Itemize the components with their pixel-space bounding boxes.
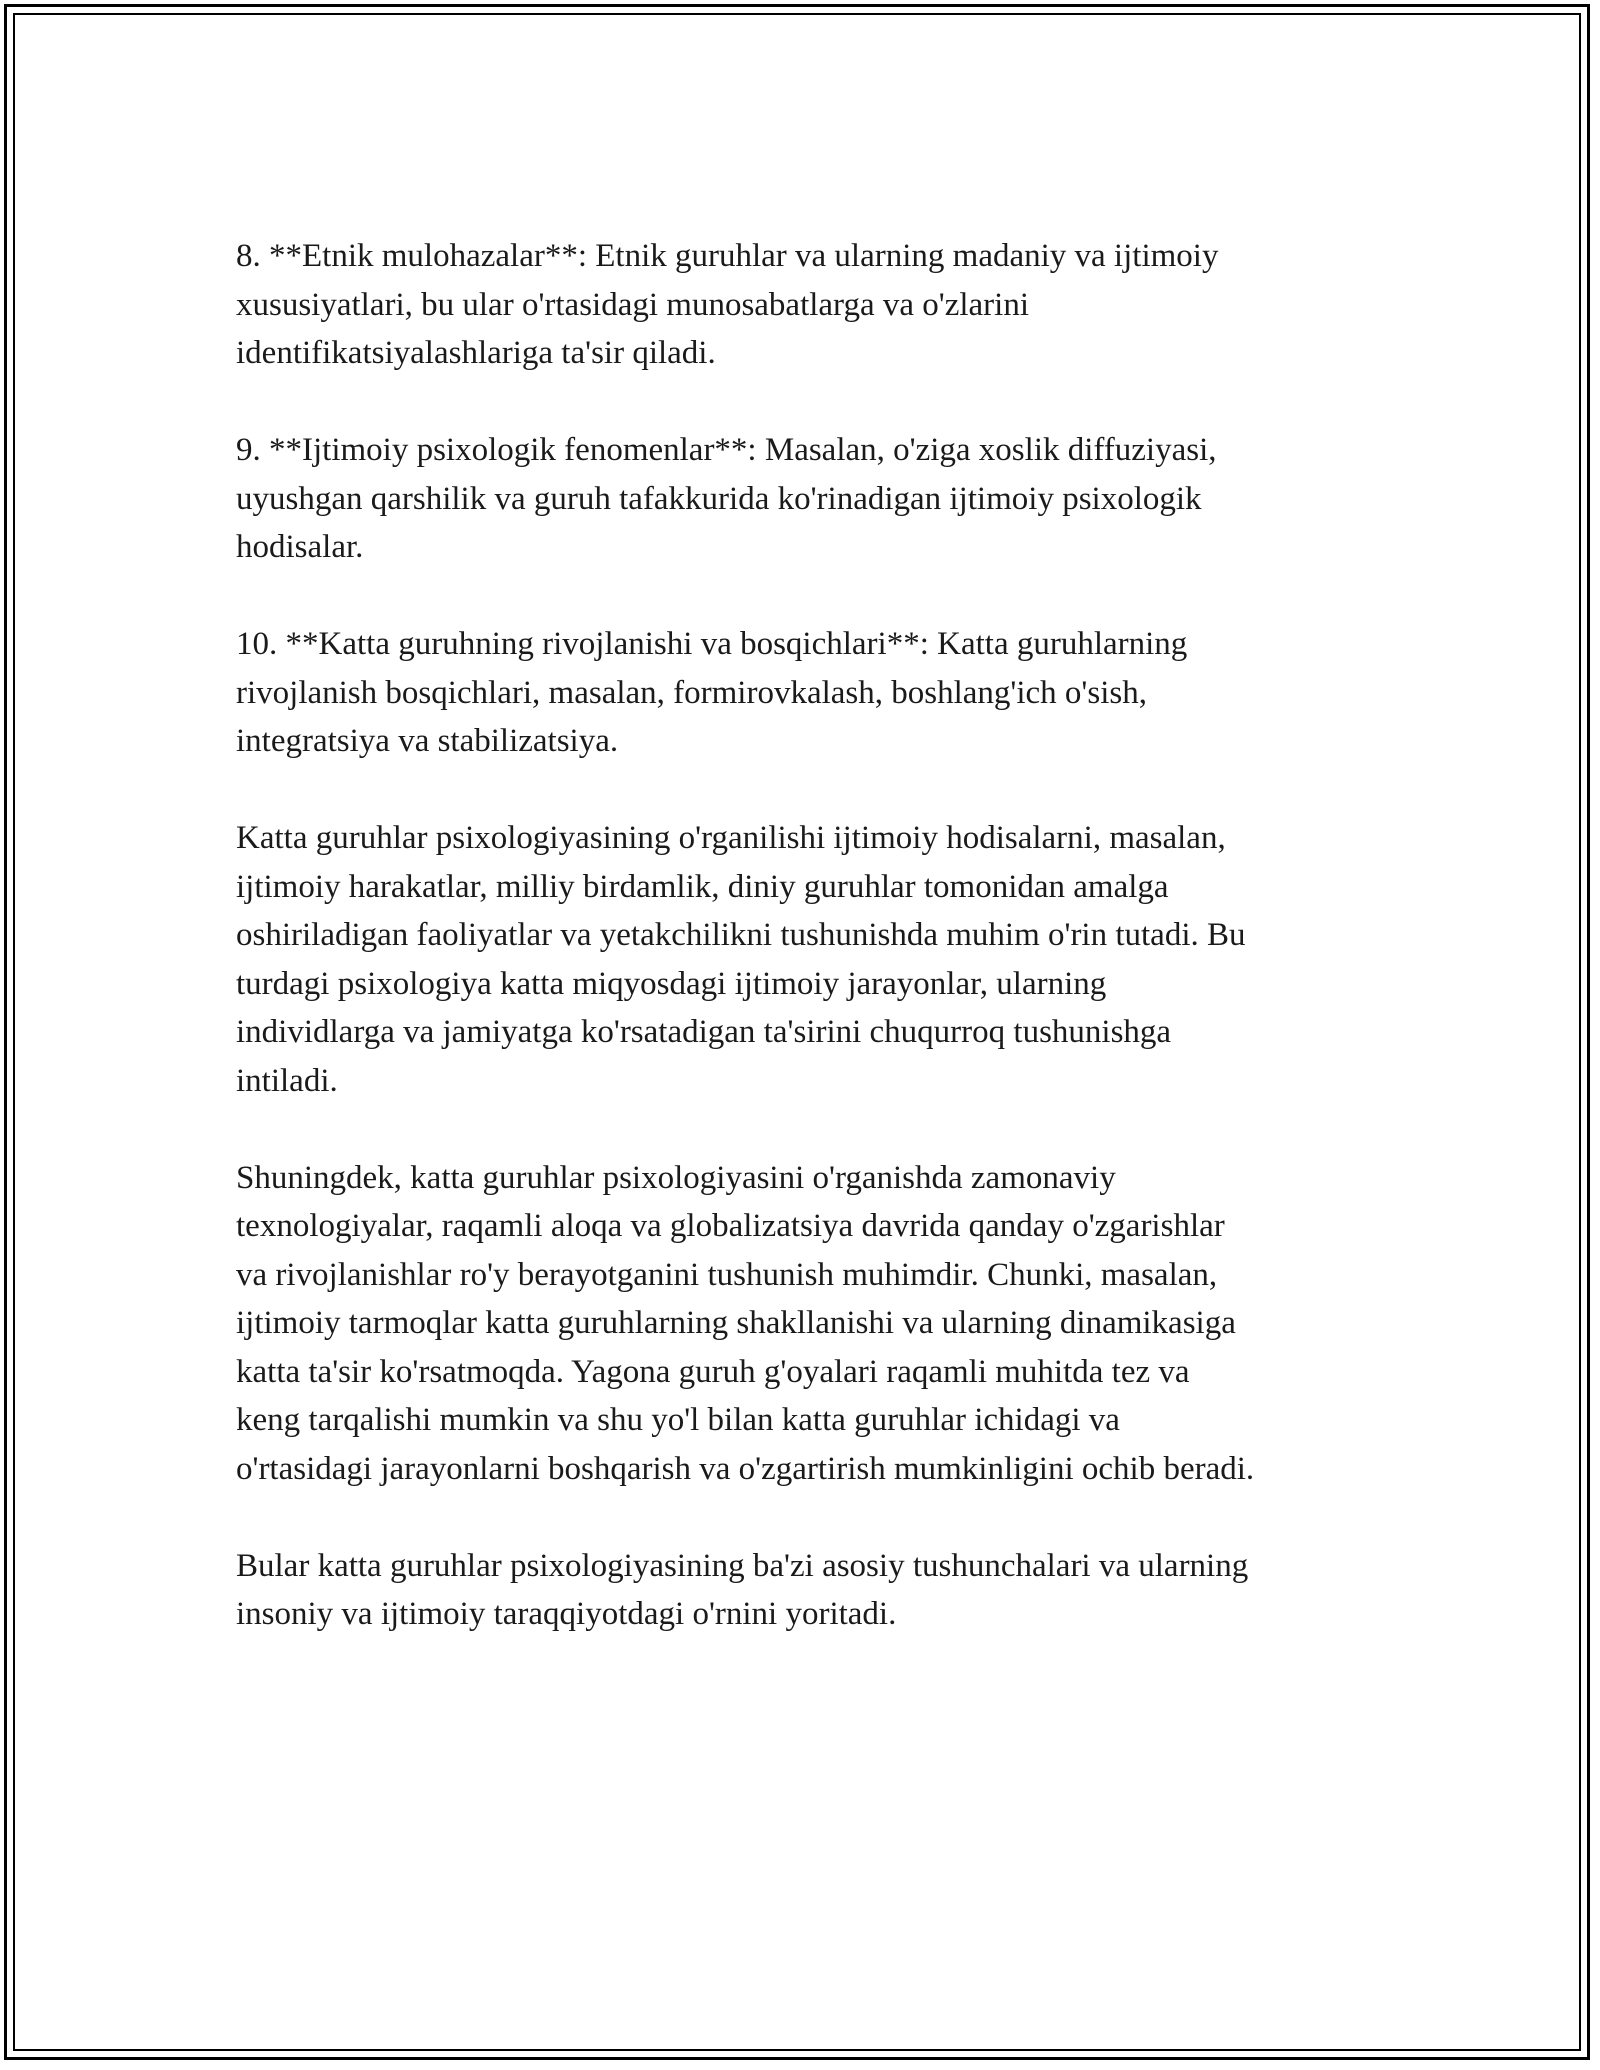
paragraph-ethnic-considerations: 8. **Etnik mulohazalar**: Etnik guruhlar va ularning madaniy va ijtimoiy xususiyatlari, bu ular o'rtasidagi munosabatlarga va o'zlarini identifikatsiyalashlariga ta'sir qiladi. xyxy=(236,238,1219,371)
paragraph-conclusion: Bular katta guruhlar psixologiyasining ba'zi asosiy tushunchalari va ularning insoniy va ijtimoiy taraqqiyotdagi o'rnini yoritadi. xyxy=(236,1547,1249,1632)
paragraph-large-group-study-importance: Katta guruhlar psixologiyasining o'rganilishi ijtimoiy hodisalarni, masalan, ijtimoiy harakatlar, milliy birdamlik, diniy guruhlar tomonidan amalga oshiriladigan faoliyatlar va yetakchilikni tushunishda muhim o'rin tutadi. Bu turdagi psixologiya katta miqyosdagi ijtimoiy jarayonlar, ularning individlarga va jamiyatga ko'rsatadigan ta'sirini chuqurroq tushunishga intiladi. xyxy=(236,820,1246,1099)
paragraph-modern-technologies: Shuningdek, katta guruhlar psixologiyasini o'rganishda zamonaviy texnologiyalar, raqamli aloqa va globalizatsiya davrida qanday o'zgarishlar va rivojlanishlar ro'y berayotganini tushunish muhimdir. Chunki, masalan, ijtimoiy tarmoqlar katta guruhlarning shakllanishi va ularning dinamikasiga katta ta'sir ko'rsatmoqda. Yagona guruh g'oyalari raqamli muhitda tez va keng tarqalishi mumkin va shu yo'l bilan katta guruhlar ichidagi va o'rtasidagi jarayonlarni boshqarish va o'zgartirish mumkinligini ochib beradi. xyxy=(236,1159,1255,1487)
paragraph-group-development-stages: 10. **Katta guruhning rivojlanishi va bosqichlari**: Katta guruhlarning rivojlanish bosqichlari, masalan, formirovkalash, boshlang'ich o'sish, integratsiya va stabilizatsiya. xyxy=(236,626,1188,759)
paragraph-social-psychological-phenomena: 9. **Ijtimoiy psixologik fenomenlar**: Masalan, o'ziga xoslik diffuziyasi, uyushgan qarshilik va guruh tafakkurida ko'rinadigan ijtimoiy psixologik hodisalar. xyxy=(236,432,1217,565)
document-body xyxy=(236,232,1386,1687)
